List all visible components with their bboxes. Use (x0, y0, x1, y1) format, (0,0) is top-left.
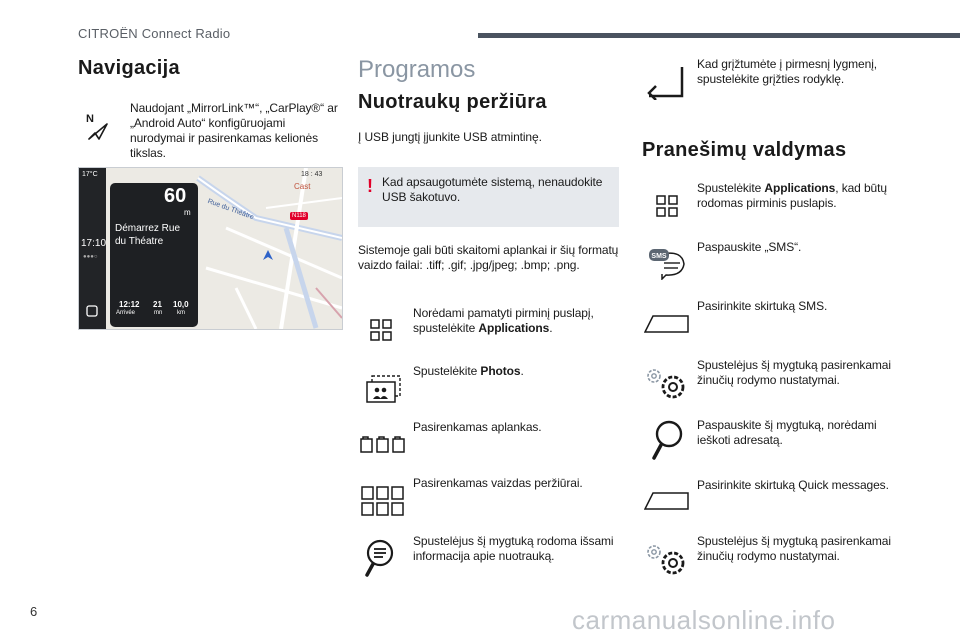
running-header: CITROËN Connect Radio (78, 26, 231, 41)
msg-step-applications: Spustelėkite Applications, kad būtų rodomas pirminis puslapis. (697, 181, 887, 210)
sms-icon[interactable] (648, 248, 688, 280)
step-photos: Spustelėkite Photos. (413, 364, 524, 378)
page-number: 6 (30, 604, 38, 619)
step-folder: Pasirenkamas aplankas. (413, 420, 542, 434)
tab-icon[interactable] (644, 314, 690, 334)
msg-step-tab-quick: Pasirinkite skirtuką Quick messages. (697, 478, 889, 492)
map-place-label: Cast (294, 182, 311, 191)
thumbnails-icon[interactable] (361, 486, 405, 516)
warning-note (358, 167, 619, 227)
instruction-line2: du Théatre (115, 236, 164, 247)
msg-step-settings-1: Spustelėjus šį mygtuką pasirenkamai žinučių rodymo nustatymai. (697, 358, 891, 387)
tab-icon[interactable] (644, 491, 690, 511)
sms-icon-label: SMS (651, 253, 667, 260)
step-image: Pasirenkamas vaizdas peržiūrai. (413, 476, 583, 490)
arrival-time: 12:12 (119, 300, 140, 309)
step-applications: Norėdami pamatyti pirminį puslapį, spustelėkite Applications. (413, 306, 594, 335)
temperature-readout: 17°C (82, 171, 98, 178)
usb-text: Į USB jungtį įjunkite USB atmintinę. (358, 130, 542, 144)
minutes-label: mn (154, 310, 163, 316)
msg-step-search: Paspauskite šį mygtuką, norėdami ieškoti adresatą. (697, 418, 877, 447)
distance-unit: m (184, 208, 191, 217)
map-street-label: Rue du Théâtre (206, 198, 255, 222)
section-heading-messages: Pranešimų valdymas (642, 139, 847, 161)
msg-step-tab-sms: Pasirinkite skirtuką SMS. (697, 299, 828, 313)
home-square-icon[interactable] (85, 304, 99, 318)
msg-step-settings-2: Spustelėjus šį mygtuką pasirenkamai žinučių rodymo nustatymai. (697, 534, 891, 563)
screen-sidebar (79, 168, 106, 329)
side-clock: 17:10 (81, 238, 107, 249)
back-arrow-icon[interactable] (646, 66, 686, 100)
watermark: carmanualsonline.info (572, 605, 836, 635)
settings-gears-icon[interactable] (644, 540, 690, 578)
apps-grid-icon[interactable] (656, 195, 678, 217)
top-clock: 18 : 43 (301, 171, 323, 178)
photos-icon[interactable] (366, 375, 402, 403)
formats-text: Sistemoje gali būti skaitomi aplankai ir šių formatų vaizdo failai: .tiff; .gif; .jpg/jpeg; .bmp; .png. (358, 243, 619, 272)
svg-text:N: N (86, 113, 94, 125)
header-rule (478, 33, 960, 38)
km-value: 10,0 (173, 300, 189, 309)
arrival-label: Arrivée (116, 310, 136, 316)
search-icon[interactable] (650, 420, 684, 462)
msg-step-sms: Paspauskite „SMS“. (697, 240, 802, 254)
back-text: Kad grįžtumėte į pirmesnį lygmenį, spustelėkite grįžties rodyklę. (697, 57, 878, 86)
guidance-card (110, 183, 198, 327)
instruction-line1: Démarrez Rue (115, 223, 181, 234)
road-badge: N118 (292, 213, 306, 219)
section-heading-navigation: Navigacija (78, 57, 180, 79)
warning-text: Kad apsaugotumėte sistemą, nenaudokite USB šakotuvo. (382, 175, 603, 204)
navigation-text: Naudojant „MirrorLink™“, „CarPlay®“ ar „Android Auto“ konfigūruojami nurodymai ir pasirenkamas kelionės tikslas. (130, 101, 338, 160)
page-dots: ●●●○ (83, 254, 98, 260)
folders-icon[interactable] (360, 436, 406, 454)
section-heading-programs: Programos (358, 56, 476, 83)
settings-gears-icon[interactable] (644, 364, 690, 402)
minutes-value: 21 (153, 300, 162, 309)
step-info: Spustelėjus šį mygtuką rodoma išsami informacija apie nuotrauką. (413, 534, 614, 563)
warning-icon: ! (367, 176, 373, 196)
navigation-arrow-icon (86, 112, 110, 140)
navigation-screenshot (78, 167, 343, 330)
subheading-photo-view: Nuotraukų peržiūra (358, 91, 547, 113)
apps-grid-icon[interactable] (370, 319, 392, 341)
distance-value: 60 (164, 185, 187, 207)
km-label: km (177, 310, 185, 316)
info-search-icon[interactable] (364, 538, 398, 578)
